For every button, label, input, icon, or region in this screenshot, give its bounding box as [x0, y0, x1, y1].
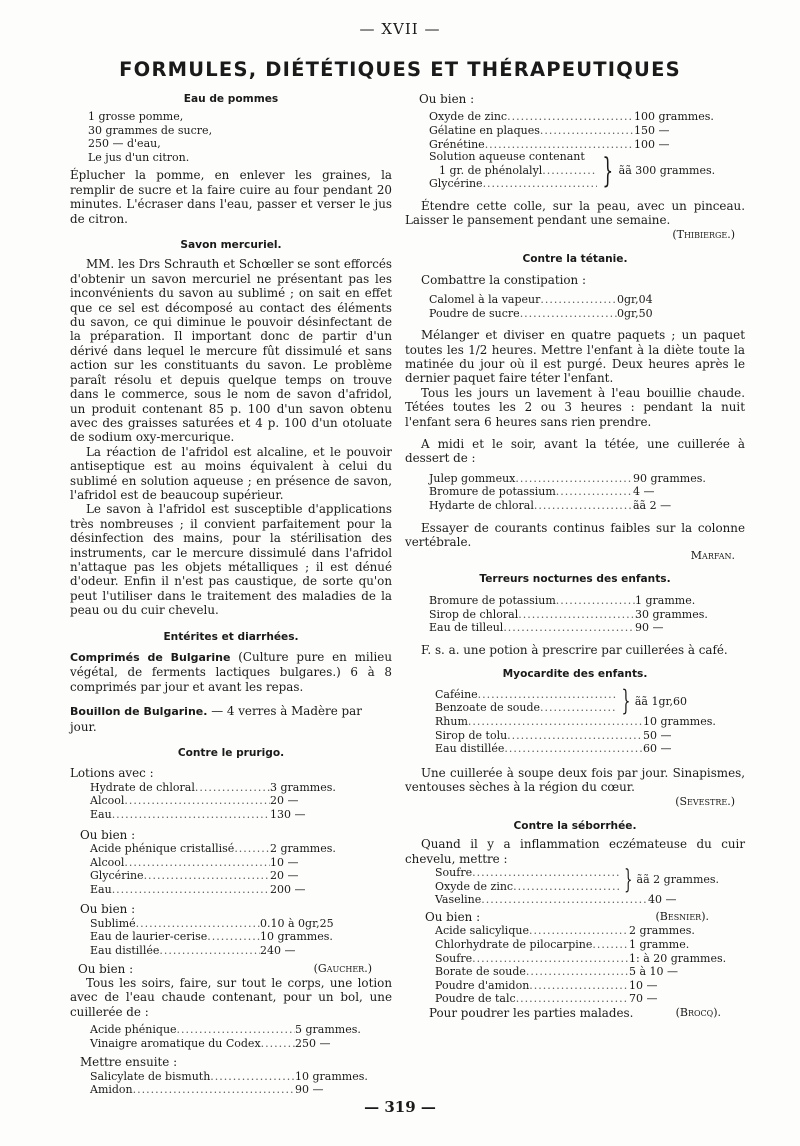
recipe-row: Poudre de talc ..... 70 —	[435, 992, 723, 1006]
tetanie-p3: A midi et le soir, avant la tétée, une cuillerée à dessert de :	[405, 436, 745, 466]
savon-p2: La réaction de l'afridol est alcaline, et le pouvoir antiseptique est au moins équivalent à celui du sublimé en solution aqueuse ; en présence de savon, l'afridol est de beaucoup supérieur.	[70, 444, 392, 502]
bulgarine-bouillon-text: — 4 verres à Madère par jour.	[70, 704, 362, 734]
recipe-row: Eau distillée ..... 60 —	[435, 742, 715, 756]
recipe-row: Borate de soude ..... 5 à 10 —	[435, 965, 723, 979]
ingredient-line: 1 grosse pomme,	[88, 110, 184, 124]
recipe-row: Oxyde de zinc .....	[435, 880, 620, 894]
brace-icon: }	[602, 151, 614, 192]
ingredient-line: 30 grammes de sucre,	[88, 123, 213, 137]
bulgarine-comprimes-text: (Culture pure en milieu végétal, de ferments lactiques bulgares.) 6 à 8 comprimés par jour et avant les repas.	[70, 650, 392, 694]
recipe-row: Acide salicylique ..... 2 grammes.	[435, 924, 723, 938]
recipe-row: Hydarte de chloral ..... ãã 2 —	[429, 499, 715, 513]
author-signature: (Thibierge.)	[672, 227, 735, 241]
tetanie-intro: Combattre la constipation :	[421, 272, 587, 287]
section-title-prurigo: Contre le prurigo.	[177, 747, 285, 760]
brace-icon: }	[624, 864, 633, 895]
seborrhee-oubien: Ou bien :	[425, 909, 481, 924]
solution-amount: ãã 300 grammes.	[618, 163, 716, 177]
recipe-row: Bromure de potassium ..... 1 gramme.	[429, 594, 715, 608]
ingredient-line: Le jus d'un citron.	[88, 150, 190, 164]
recipe-row: Caféine .....	[435, 688, 617, 702]
tetanie-p1: Mélanger et diviser en quatre paquets ; un paquet toutes les 1/2 heures. Mettre l'enfant à la diète toute la matinée du jour où il est purgé. Deux heures après le dernier paquet faire téter l'enfant.	[405, 328, 745, 386]
glycerine-line: Glycérine .....	[429, 177, 597, 191]
prurigo-lotions: Lotions avec :	[70, 766, 154, 781]
savon-p3: Le savon à l'afridol est susceptible d'applications très nombreuses ; il convient parfaitement pour la désinfection des mains, pour la stérilisation des instruments, car le mercure dissimulé dans l'afridol n'attaque pas les objets métalliques ; il est dénué d'odeur. Enfin il n'est pas caustique, de sorte qu'on peut l'utiliser dans le traitement des maladies de la peau ou du cuir chevelu.	[70, 502, 392, 618]
recipe-row: Rhum ..... 10 grammes.	[435, 715, 715, 729]
pommes-ingredients	[70, 110, 392, 164]
bulgarine-comprimes-label: Comprimés de Bulgarine	[70, 651, 231, 664]
prurigo-oubien-3: Ou bien :	[78, 961, 134, 976]
author-signature: (Besnier).	[655, 909, 709, 923]
zinc-oubien: Ou bien :	[419, 92, 475, 106]
recipe-row: Benzoate de soude .....	[435, 701, 617, 715]
section-title-myocardite: Myocardite des enfants.	[502, 668, 648, 681]
recipe-row: Sirop de chloral ..... 30 grammes.	[429, 608, 715, 622]
prurigo-text: Tous les soirs, faire, sur tout le corps, une lotion avec de l'eau chaude contenant, pour un bol, une cuillerée de :	[70, 976, 392, 1019]
ingredient-line: 250 — d'eau,	[88, 137, 161, 151]
bulgarine-bouillon-label: Bouillon de Bulgarine.	[70, 705, 208, 719]
recipe-row: Eau distillée ..... 240 —	[90, 944, 352, 958]
author-signature: Marfan.	[690, 549, 735, 563]
solution-line: 1 gr. de phénolalyl .....	[429, 164, 597, 178]
seborrhee-last: Pour poudrer les parties malades.	[429, 1005, 634, 1020]
recipe-row: Bromure de potassium ..... 4 —	[429, 485, 715, 499]
section-title-tetanie: Contre la tétanie.	[522, 253, 628, 266]
recipe-row: Oxyde de zinc ..... 100 grammes.	[429, 110, 719, 124]
recipe-row: Hydrate de chloral ..... 3 grammes.	[90, 781, 340, 795]
right-column	[405, 92, 745, 1020]
recipe-row: Salicylate de bismuth ..... 10 grammes.	[90, 1070, 370, 1084]
recipe-row: Calomel à la vapeur ..... 0gr,04	[429, 293, 659, 307]
zinc-text: Étendre cette colle, sur la peau, avec un pinceau. Laisser le pansement pendant une semaine.	[405, 198, 745, 228]
recipe-row: Grénétine ..... 100 —	[429, 138, 719, 152]
page-title: FORMULES, DIÉTÉTIQUES ET THÉRAPEUTIQUES	[119, 58, 681, 81]
tetanie-p4: Essayer de courants continus faibles sur la colonne vertébrale.	[405, 520, 745, 549]
page-folio: — XVII —	[359, 20, 441, 38]
seborrhee-text: Quand il y a inflammation eczémateuse du cuir chevelu, mettre :	[405, 837, 745, 866]
section-title-terreurs: Terreurs nocturnes des enfants.	[479, 572, 671, 585]
solution-line: Solution aqueuse contenant	[429, 150, 585, 164]
prurigo-ensuite: Mettre ensuite :	[80, 1055, 178, 1070]
myocardite-text: Une cuillerée à soupe deux fois par jour. Sinapismes, ventouses sèches à la région du cœur.	[405, 765, 745, 795]
seborrhee-amount: ãã 2 grammes.	[636, 872, 720, 886]
recipe-row: Soufre ..... 1: à 20 grammes.	[435, 952, 723, 966]
section-title-seborrhee: Contre la séborrhée.	[513, 819, 637, 832]
recipe-row: Soufre .....	[435, 866, 620, 880]
recipe-row: Eau de laurier-cerise ..... 10 grammes.	[90, 930, 352, 944]
section-title-enterites: Entérites et diarrhées.	[163, 630, 299, 643]
recipe-row: Acide phénique cristallisé ..... 2 grammes.	[90, 842, 340, 856]
prurigo-oubien-1: Ou bien :	[80, 827, 136, 842]
recipe-row: Glycérine ..... 20 —	[90, 869, 340, 883]
author-signature: (Brocq).	[675, 1005, 721, 1019]
pommes-text: Éplucher la pomme, en enlever les graines, la remplir de sucre et la faire cuire au four pendant 20 minutes. L'écraser dans l'eau, passer et verser le jus de citron.	[70, 168, 392, 226]
recipe-row: Sirop de tolu ..... 50 —	[435, 729, 715, 743]
savon-p1: MM. les Drs Schrauth et Schœller se sont efforcés d'obtenir un savon mercuriel ne présentant pas les inconvénients du savon au sublimé ; on sait en effet que ce sel est décomposé au contact des éléments du savon, ce qui diminue le pouvoir désinfectant de la préparation. Il important donc de partir d'un dérivé dans lequel le mercure fût dissimulé et sans action sur les constituants du savon. Le problème paraît résolu et depuis quelque temps on trouve dans le commerce, sous le nom de savon d'afridol, un produit contenant 85 p. 100 d'un savon obtenu avec des graisses saturées et 4 p. 100 d'un otoluate de sodium oxy-mercurique.	[70, 257, 392, 445]
recipe-row: Vaseline ..... 40 —	[435, 893, 693, 907]
author-signature: (Sevestre.)	[675, 794, 735, 808]
recipe-row: Eau ..... 200 —	[90, 883, 340, 897]
section-title-pommes: Eau de pommes	[183, 93, 279, 105]
recipe-row: Poudre d'amidon ..... 10 —	[435, 979, 723, 993]
recipe-row: Poudre de sucre ..... 0gr,50	[429, 307, 659, 321]
recipe-row: Vinaigre aromatique du Codex ..... 250 —	[90, 1037, 370, 1051]
left-column	[70, 92, 392, 1097]
page-number: — 319 —	[364, 1098, 436, 1116]
author-signature: (Gaucher.)	[313, 961, 372, 975]
recipe-row: Eau ..... 130 —	[90, 808, 340, 822]
recipe-row: Acide phénique ..... 5 grammes.	[90, 1023, 370, 1037]
recipe-row: Sublimé ..... 0.10 à 0gr,25	[90, 917, 352, 931]
brace-icon: }	[621, 684, 631, 718]
terreurs-text: F. s. a. une potion à prescrire par cuillerées à café.	[421, 642, 728, 657]
recipe-row: Chlorhydrate de pilocarpine ..... 1 gramme.	[435, 938, 723, 952]
recipe-row: Alcool ..... 20 —	[90, 794, 340, 808]
recipe-row: Amidon ..... 90 —	[90, 1083, 370, 1097]
recipe-row: Alcool ..... 10 —	[90, 856, 340, 870]
recipe-row: Julep gommeux ..... 90 grammes.	[429, 472, 715, 486]
recipe-row: Gélatine en plaques ..... 150 —	[429, 124, 719, 138]
prurigo-oubien-2: Ou bien :	[80, 902, 136, 917]
recipe-row: Eau de tilleul ..... 90 —	[429, 621, 715, 635]
myocardite-amount: ãã 1gr,60	[634, 694, 688, 708]
tetanie-p2: Tous les jours un lavement à l'eau bouillie chaude. Tétées toutes les 2 ou 3 heures : pendant la nuit l'enfant sera 6 heures sans rien prendre.	[405, 385, 745, 429]
section-title-savon: Savon mercuriel.	[180, 239, 282, 252]
